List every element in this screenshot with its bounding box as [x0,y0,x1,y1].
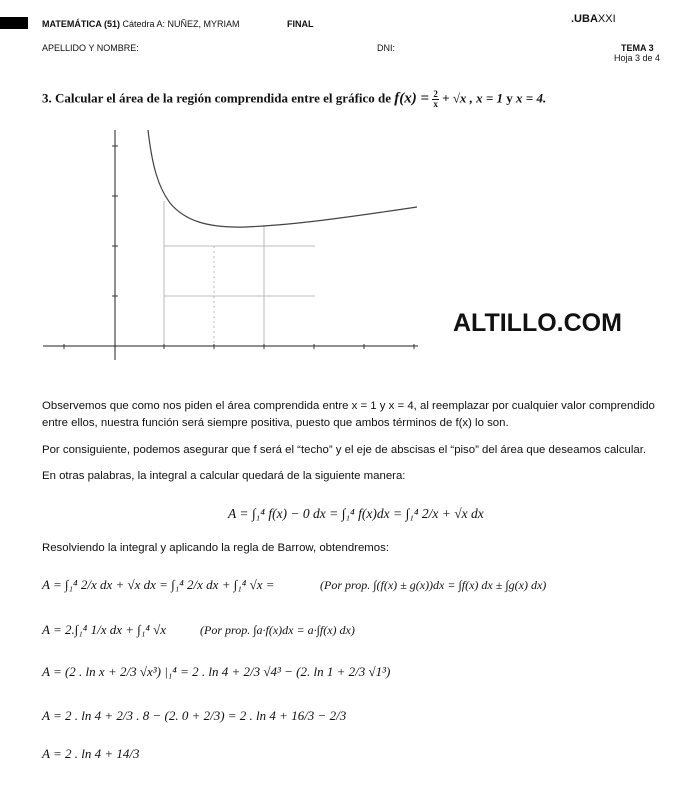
result: A = 2 . ln 4 + 14/3 [42,746,140,761]
bound-x1: x = 1 [476,90,504,106]
logo-uba: .UBA [571,13,598,25]
frac-num: 2 [433,89,438,99]
uba-logo [571,13,616,25]
function-label: f(x) = [394,90,430,107]
step-2: A = 2.∫₁⁴ 1/x dx + ∫₁⁴ √x [42,622,167,637]
paragraph-2: Por consiguiente, podemos asegurar que f será el “techo” y el eje de abscisas el “piso” del área que deseamos calcular. [42,444,647,456]
step-1-note: (Por prop. ∫(f(x) ± g(x))dx = ∫f(x) dx ± ∫g(x) dx) [320,578,547,592]
paragraph-4: Resolviendo la integral y aplicando la regla de Barrow, obtendremos: [42,542,389,554]
problem-number: 3. [42,90,52,106]
paragraph-3: En otras palabras, la integral a calcular quedará de la siguiente manera: [42,470,406,482]
function-curve [148,130,417,227]
problem-statement [42,90,546,109]
header-tab-mark [0,17,28,29]
integral-setup: A = ∫₁⁴ f(x) − 0 dx = ∫₁⁴ f(x)dx = ∫₁⁴ 2/x + √x dx [228,506,484,521]
watermark: ALTILLO.COM [453,309,622,337]
student-name-label: APELLIDO Y NOMBRE: [42,43,139,53]
sqrt-term: + √x , [442,90,473,106]
frac-2-over-x [432,90,439,109]
conj: y [506,90,513,106]
frac-den: x [433,99,438,109]
problem-text: Calcular el área de la región comprendida entre el gráfico de [55,90,392,106]
page-indicator: Hoja 3 de 4 [614,53,661,63]
paragraph-1-line-1: Observemos que como nos piden el área comprendida entre x = 1 y x = 4, al reemplazar por cualquier valor comprendido [42,400,655,412]
header-course [42,19,240,29]
exam-type: FINAL [287,19,314,29]
step-1: A = ∫₁⁴ 2/x dx + √x dx = ∫₁⁴ 2/x dx + ∫₁⁴ √x = [42,577,275,592]
function-graph [40,125,425,365]
chair-name: Cátedra A: NUÑEZ, MYRIAM [122,19,240,29]
step-4: A = 2 . ln 4 + 2/3 . 8 − (2. 0 + 2/3) = 2 . ln 4 + 16/3 − 2/3 [42,708,347,723]
logo-xxi: XXI [597,13,616,25]
bound-x4: x = 4. [516,90,547,106]
paragraph-1-line-2: entre ellos, nuestra función será siempre positiva, puesto que ambos términos de f(x) lo son. [42,417,509,429]
course-name: MATEMÁTICA (51) [42,19,120,29]
topic-label: TEMA 3 [621,43,654,53]
dni-label: DNI: [377,43,395,53]
step-2-note: (Por prop. ∫a·f(x)dx = a·∫f(x) dx) [200,623,355,637]
step-3: A = (2 . ln x + 2/3 √x³) |₁⁴ = 2 . ln 4 + 2/3 √4³ − (2. ln 1 + 2/3 √1³) [42,664,391,679]
